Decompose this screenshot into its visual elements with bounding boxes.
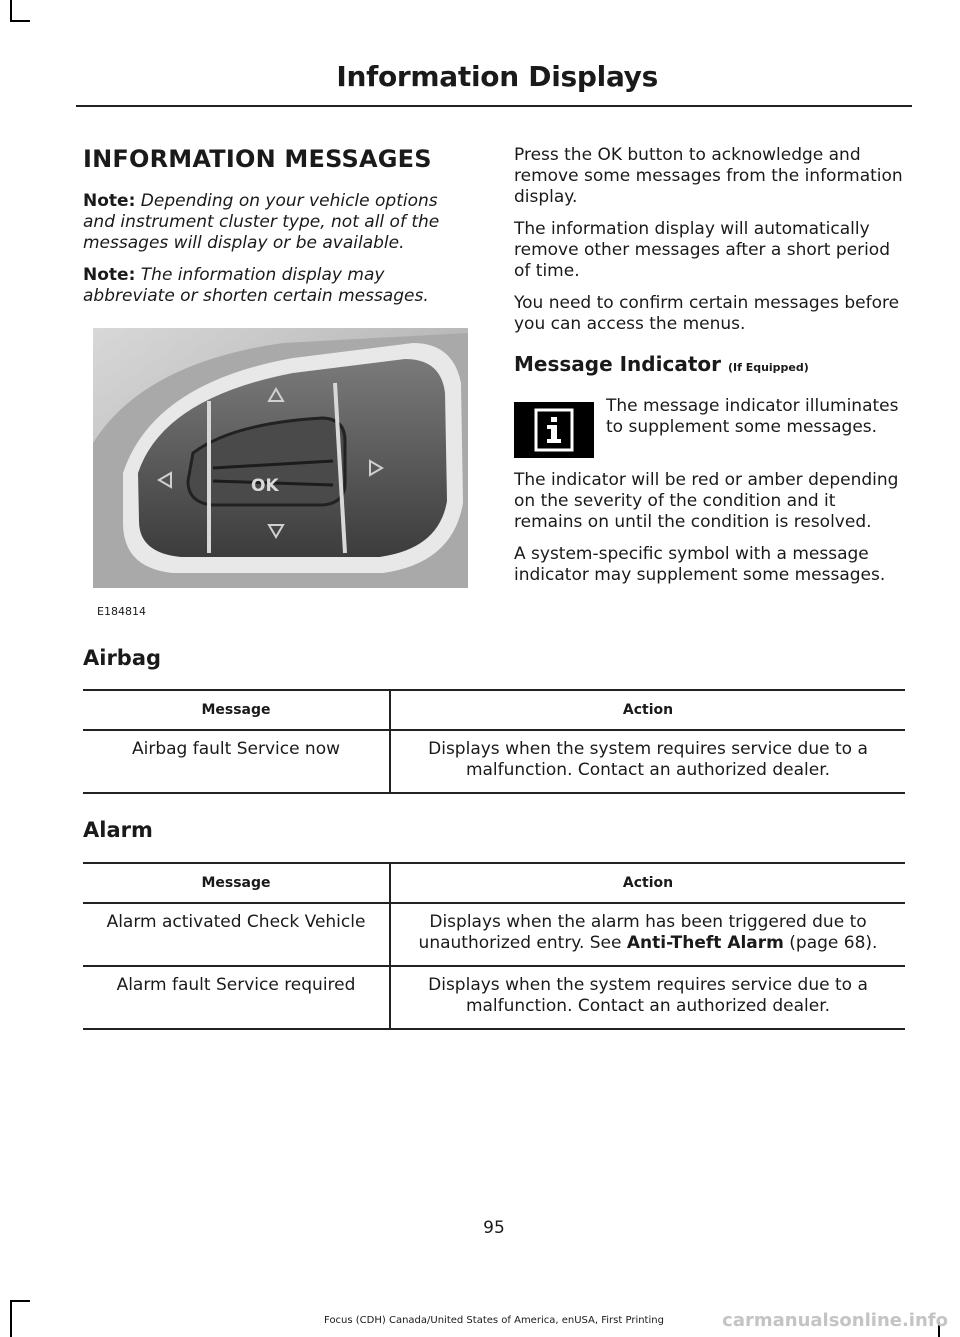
paragraph: The indicator will be red or amber depending on the severity of the condition and it remains on until the condition is resolved. bbox=[514, 470, 899, 532]
column-header-action: Action bbox=[390, 690, 905, 730]
figure-code: E184814 bbox=[97, 605, 146, 618]
cross-reference-link[interactable]: Anti-Theft Alarm bbox=[626, 933, 784, 953]
message-cell: Alarm fault Service required bbox=[83, 966, 390, 1029]
column-header-message: Message bbox=[83, 690, 390, 730]
header-divider bbox=[76, 105, 912, 107]
indicator-description: The message indicator illuminates to supplement some messages. bbox=[606, 396, 899, 437]
subheading bbox=[514, 352, 909, 376]
page-reference: (page 68). bbox=[789, 933, 878, 953]
action-cell: Displays when the system requires service due to a malfunction. Contact an authorized dealer. bbox=[390, 730, 905, 793]
message-cell: Airbag fault Service now bbox=[83, 730, 390, 793]
note-label: Note: bbox=[83, 191, 136, 211]
section-heading: INFORMATION MESSAGES bbox=[83, 145, 432, 173]
note-paragraph bbox=[83, 265, 468, 307]
footer-text: Focus (CDH) Canada/United States of America, enUSA, First Printing bbox=[324, 1315, 664, 1326]
airbag-table bbox=[83, 689, 905, 794]
column-header-message: Message bbox=[83, 863, 390, 903]
paragraph: The information display will automatically remove other messages after a short period of time. bbox=[514, 219, 891, 281]
action-cell bbox=[390, 903, 905, 966]
column-header-action: Action bbox=[390, 863, 905, 903]
action-cell: Displays when the system requires service due to a malfunction. Contact an authorized dealer. bbox=[390, 966, 905, 1029]
message-cell: Alarm activated Check Vehicle bbox=[83, 903, 390, 966]
right-column bbox=[514, 145, 909, 597]
alarm-heading: Alarm bbox=[83, 818, 153, 842]
note-text: The information display may abbreviate or shorten certain messages. bbox=[83, 265, 429, 306]
ok-label: OK bbox=[251, 476, 279, 496]
alarm-table bbox=[83, 862, 905, 1030]
page-title: Information Displays bbox=[336, 60, 658, 93]
crop-mark bbox=[10, 1300, 30, 1302]
airbag-heading: Airbag bbox=[83, 646, 162, 670]
message-indicator-icon bbox=[514, 400, 604, 460]
action-text: Displays when the alarm has been triggered due to unauthorized entry. See bbox=[418, 912, 867, 953]
paragraph: You need to confirm certain messages before you can access the menus. bbox=[514, 293, 900, 334]
paragraph: Press the OK button to acknowledge and remove some messages from the information display. bbox=[514, 145, 903, 207]
paragraph: A system-specific symbol with a message indicator may supplement some messages. bbox=[514, 544, 886, 585]
note-paragraph bbox=[83, 191, 468, 254]
crop-mark bbox=[10, 20, 30, 22]
table-row bbox=[83, 903, 905, 966]
subheading-suffix: (If Equipped) bbox=[727, 361, 809, 374]
page-number: 95 bbox=[483, 1218, 505, 1238]
left-column bbox=[83, 145, 468, 618]
table-row bbox=[83, 966, 905, 1029]
crop-mark bbox=[10, 0, 12, 20]
subheading-text: Message Indicator bbox=[514, 352, 721, 376]
note-label: Note: bbox=[83, 265, 136, 285]
note-text: Depending on your vehicle options and instrument cluster type, not all of the messages will display or be available. bbox=[83, 191, 440, 253]
message-indicator-row bbox=[514, 396, 909, 460]
watermark: carmanualsonline.info bbox=[722, 1310, 948, 1331]
steering-wheel-illustration bbox=[83, 323, 468, 608]
table-row bbox=[83, 730, 905, 793]
steering-control-figure bbox=[83, 323, 468, 618]
